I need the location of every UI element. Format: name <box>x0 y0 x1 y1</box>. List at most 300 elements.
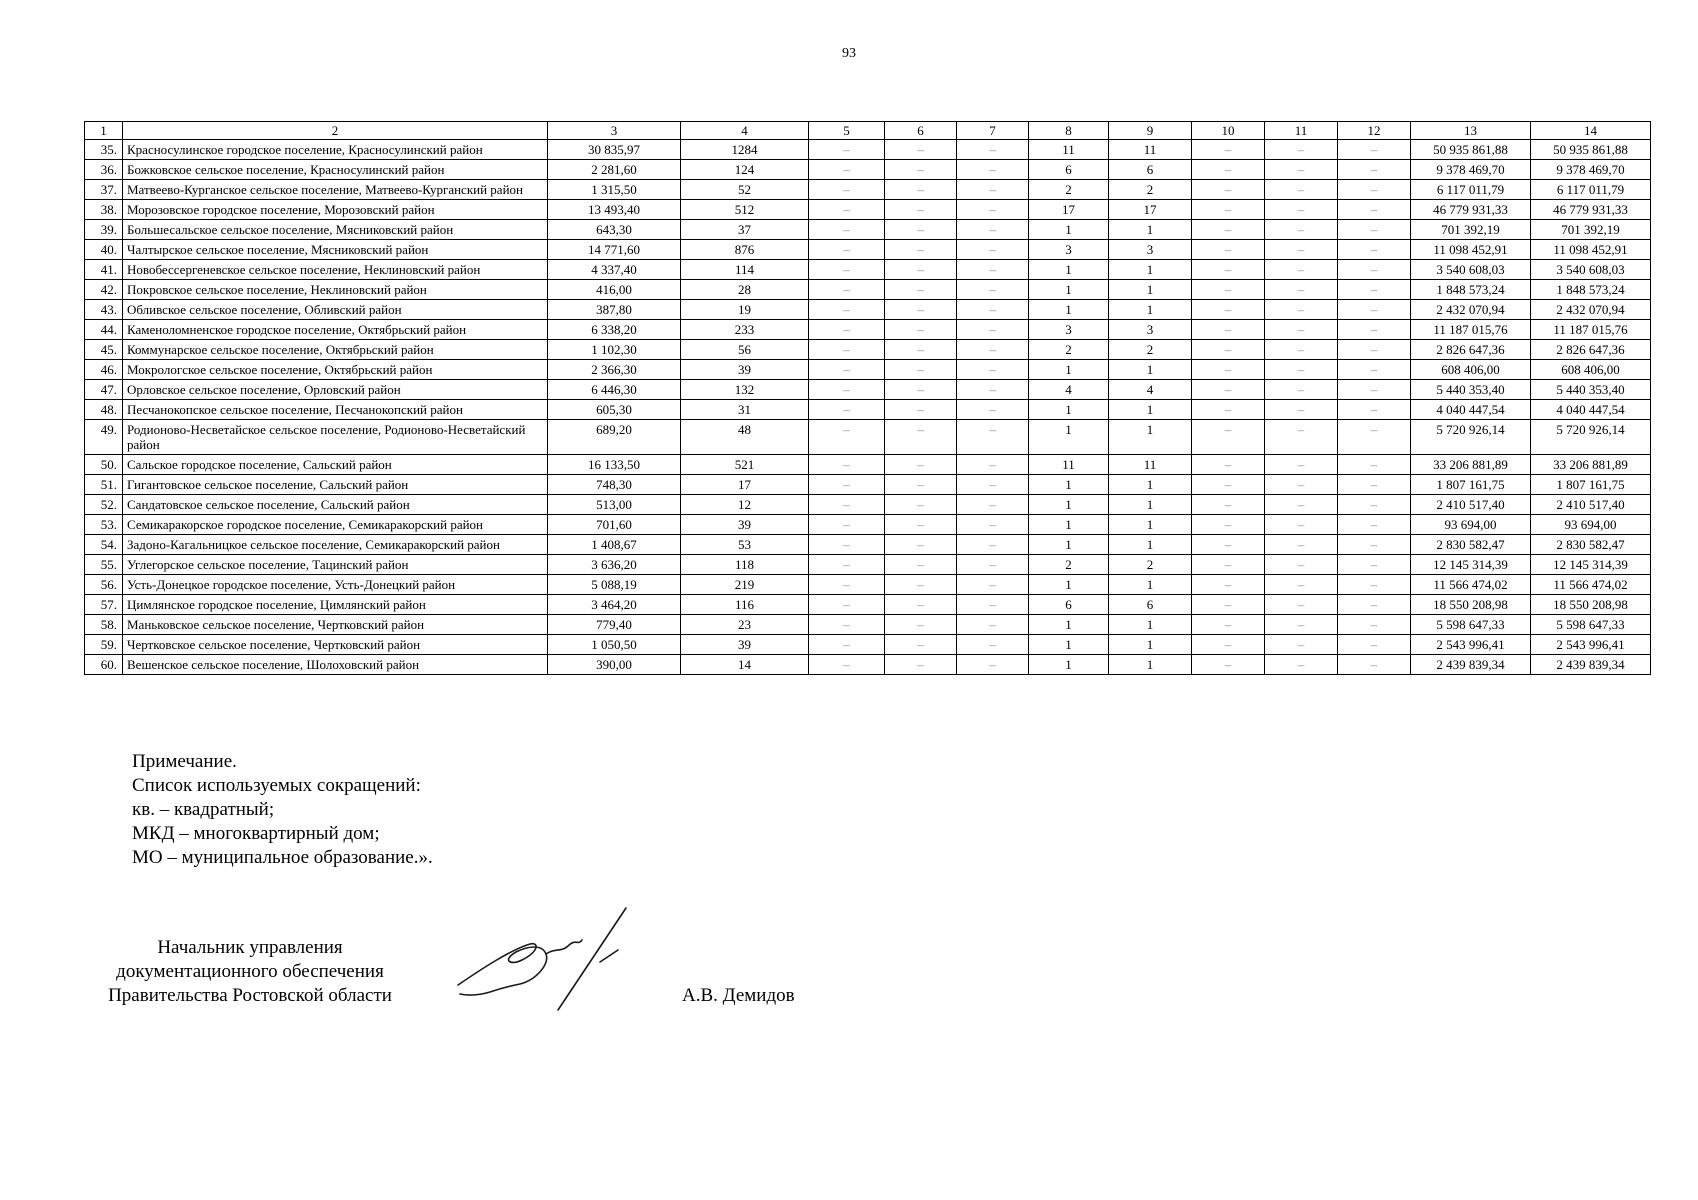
value-cell: 2 <box>1029 555 1109 575</box>
value-cell: – <box>1338 615 1411 635</box>
value-cell: – <box>1338 300 1411 320</box>
value-cell: – <box>957 140 1029 160</box>
row-number-cell: 44. <box>85 320 123 340</box>
value-cell: 701 392,19 <box>1531 220 1651 240</box>
value-cell: 1 050,50 <box>548 635 681 655</box>
value-cell: – <box>1338 220 1411 240</box>
value-cell: – <box>1338 360 1411 380</box>
column-number-header: 6 <box>885 122 957 140</box>
value-cell: – <box>809 400 885 420</box>
value-cell: – <box>957 615 1029 635</box>
value-cell: – <box>957 515 1029 535</box>
value-cell: 2 439 839,34 <box>1531 655 1651 675</box>
value-cell: – <box>1338 575 1411 595</box>
value-cell: – <box>809 340 885 360</box>
table-row <box>85 475 1651 495</box>
value-cell: 1 <box>1029 400 1109 420</box>
settlement-name-cell: Сандатовское сельское поселение, Сальский район <box>123 495 548 515</box>
settlement-name-cell: Коммунарское сельское поселение, Октябрьский район <box>123 340 548 360</box>
value-cell: 5 440 353,40 <box>1411 380 1531 400</box>
value-cell: 1 <box>1109 575 1192 595</box>
value-cell: 9 378 469,70 <box>1411 160 1531 180</box>
column-number-header: 10 <box>1192 122 1265 140</box>
value-cell: 1 <box>1029 280 1109 300</box>
value-cell: – <box>957 380 1029 400</box>
table-row <box>85 635 1651 655</box>
column-number-header: 14 <box>1531 122 1651 140</box>
value-cell: 2 <box>1109 340 1192 360</box>
value-cell: – <box>885 380 957 400</box>
value-cell: 1 848 573,24 <box>1531 280 1651 300</box>
settlement-name-cell: Песчанокопское сельское поселение, Песчанокопский район <box>123 400 548 420</box>
value-cell: – <box>885 340 957 360</box>
value-cell: – <box>1265 220 1338 240</box>
value-cell: 2 543 996,41 <box>1531 635 1651 655</box>
value-cell: 2 <box>1109 180 1192 200</box>
value-cell: – <box>885 220 957 240</box>
value-cell: – <box>957 595 1029 615</box>
value-cell: – <box>809 535 885 555</box>
row-number-cell: 57. <box>85 595 123 615</box>
value-cell: 11 <box>1029 455 1109 475</box>
value-cell: – <box>885 555 957 575</box>
value-cell: 33 206 881,89 <box>1411 455 1531 475</box>
value-cell: 3 540 608,03 <box>1531 260 1651 280</box>
row-number-cell: 45. <box>85 340 123 360</box>
value-cell: 2 <box>1029 180 1109 200</box>
value-cell: 23 <box>681 615 809 635</box>
table-row <box>85 595 1651 615</box>
value-cell: 4 040 447,54 <box>1531 400 1651 420</box>
value-cell: – <box>809 575 885 595</box>
value-cell: 4 <box>1029 380 1109 400</box>
value-cell: – <box>1265 515 1338 535</box>
value-cell: 1 <box>1029 575 1109 595</box>
value-cell: – <box>885 655 957 675</box>
table-row <box>85 515 1651 535</box>
value-cell: 1 <box>1029 360 1109 380</box>
value-cell: 1 848 573,24 <box>1411 280 1531 300</box>
value-cell: – <box>1265 200 1338 220</box>
table-row <box>85 555 1651 575</box>
value-cell: – <box>1192 360 1265 380</box>
settlement-name-cell: Чалтырское сельское поселение, Мясниковский район <box>123 240 548 260</box>
value-cell: – <box>1265 555 1338 575</box>
value-cell: – <box>957 260 1029 280</box>
value-cell: – <box>885 575 957 595</box>
value-cell: – <box>1265 475 1338 495</box>
value-cell: 1 <box>1029 535 1109 555</box>
value-cell: – <box>1338 200 1411 220</box>
value-cell: – <box>1338 320 1411 340</box>
value-cell: – <box>957 360 1029 380</box>
value-cell: 11 187 015,76 <box>1531 320 1651 340</box>
value-cell: 219 <box>681 575 809 595</box>
value-cell: 12 <box>681 495 809 515</box>
value-cell: 1 807 161,75 <box>1531 475 1651 495</box>
value-cell: 1 315,50 <box>548 180 681 200</box>
value-cell: 387,80 <box>548 300 681 320</box>
value-cell: – <box>1192 320 1265 340</box>
value-cell: 6 <box>1029 160 1109 180</box>
value-cell: – <box>885 320 957 340</box>
value-cell: 1 <box>1109 535 1192 555</box>
value-cell: – <box>1192 635 1265 655</box>
value-cell: 6 117 011,79 <box>1531 180 1651 200</box>
value-cell: – <box>1338 400 1411 420</box>
value-cell: 2 826 647,36 <box>1531 340 1651 360</box>
value-cell: – <box>885 615 957 635</box>
value-cell: – <box>885 400 957 420</box>
value-cell: – <box>1265 140 1338 160</box>
value-cell: 46 779 931,33 <box>1531 200 1651 220</box>
value-cell: – <box>1338 240 1411 260</box>
value-cell: 1 102,30 <box>548 340 681 360</box>
value-cell: – <box>957 555 1029 575</box>
settlement-name-cell: Каменоломненское городское поселение, Октябрьский район <box>123 320 548 340</box>
value-cell: – <box>1265 380 1338 400</box>
settlement-name-cell: Морозовское городское поселение, Морозовский район <box>123 200 548 220</box>
value-cell: – <box>1192 495 1265 515</box>
settlement-name-cell: Гигантовское сельское поселение, Сальский район <box>123 475 548 495</box>
value-cell: 2 <box>1109 555 1192 575</box>
row-number-cell: 39. <box>85 220 123 240</box>
value-cell: – <box>885 200 957 220</box>
column-number-header: 3 <box>548 122 681 140</box>
value-cell: 2 432 070,94 <box>1411 300 1531 320</box>
settlement-name-cell: Цимлянское городское поселение, Цимлянский район <box>123 595 548 615</box>
value-cell: 689,20 <box>548 420 681 455</box>
note-line: МО – муниципальное образование.». <box>132 847 433 868</box>
value-cell: 118 <box>681 555 809 575</box>
value-cell: 6 <box>1029 595 1109 615</box>
value-cell: – <box>1192 140 1265 160</box>
value-cell: 5 440 353,40 <box>1531 380 1651 400</box>
value-cell: 11 098 452,91 <box>1531 240 1651 260</box>
value-cell: 1 <box>1109 655 1192 675</box>
value-cell: 1284 <box>681 140 809 160</box>
column-number-header: 11 <box>1265 122 1338 140</box>
value-cell: 4 <box>1109 380 1192 400</box>
value-cell: – <box>1192 595 1265 615</box>
value-cell: 1 <box>1029 495 1109 515</box>
row-number-cell: 35. <box>85 140 123 160</box>
value-cell: – <box>809 180 885 200</box>
value-cell: – <box>809 635 885 655</box>
value-cell: 39 <box>681 360 809 380</box>
value-cell: 11 566 474,02 <box>1411 575 1531 595</box>
column-number-header: 12 <box>1338 122 1411 140</box>
settlement-name-cell: Мокрологское сельское поселение, Октябрьский район <box>123 360 548 380</box>
value-cell: 1 408,67 <box>548 535 681 555</box>
value-cell: – <box>809 240 885 260</box>
row-number-cell: 40. <box>85 240 123 260</box>
value-cell: 17 <box>1109 200 1192 220</box>
value-cell: – <box>809 260 885 280</box>
value-cell: – <box>885 160 957 180</box>
value-cell: 1 <box>1109 220 1192 240</box>
settlement-name-cell: Семикаракорское городское поселение, Семикаракорский район <box>123 515 548 535</box>
note-line: кв. – квадратный; <box>132 799 275 820</box>
settlement-name-cell: Чертковское сельское поселение, Чертковский район <box>123 635 548 655</box>
value-cell: – <box>885 475 957 495</box>
value-cell: 605,30 <box>548 400 681 420</box>
value-cell: 6 <box>1109 160 1192 180</box>
value-cell: 6 446,30 <box>548 380 681 400</box>
row-number-cell: 41. <box>85 260 123 280</box>
value-cell: – <box>957 475 1029 495</box>
value-cell: 1 <box>1029 475 1109 495</box>
value-cell: – <box>809 220 885 240</box>
value-cell: 521 <box>681 455 809 475</box>
value-cell: 39 <box>681 515 809 535</box>
value-cell: 2 410 517,40 <box>1411 495 1531 515</box>
value-cell: – <box>1338 495 1411 515</box>
value-cell: 17 <box>681 475 809 495</box>
row-number-cell: 46. <box>85 360 123 380</box>
row-number-cell: 38. <box>85 200 123 220</box>
value-cell: – <box>809 655 885 675</box>
value-cell: 18 550 208,98 <box>1411 595 1531 615</box>
value-cell: – <box>1265 400 1338 420</box>
value-cell: 12 145 314,39 <box>1531 555 1651 575</box>
table-row <box>85 300 1651 320</box>
value-cell: – <box>1338 280 1411 300</box>
value-cell: – <box>885 240 957 260</box>
row-number-cell: 56. <box>85 575 123 595</box>
value-cell: 1 <box>1029 300 1109 320</box>
value-cell: 1 <box>1109 400 1192 420</box>
value-cell: – <box>1265 615 1338 635</box>
handwritten-signature <box>450 900 670 1012</box>
value-cell: 3 464,20 <box>548 595 681 615</box>
value-cell: 50 935 861,88 <box>1531 140 1651 160</box>
value-cell: 2 432 070,94 <box>1531 300 1651 320</box>
value-cell: 1 <box>1029 615 1109 635</box>
value-cell: – <box>809 555 885 575</box>
value-cell: – <box>1265 280 1338 300</box>
table-row <box>85 260 1651 280</box>
value-cell: – <box>1338 635 1411 655</box>
value-cell: – <box>1338 655 1411 675</box>
value-cell: 11 098 452,91 <box>1411 240 1531 260</box>
value-cell: 37 <box>681 220 809 240</box>
value-cell: – <box>1192 455 1265 475</box>
row-number-cell: 60. <box>85 655 123 675</box>
value-cell: – <box>809 360 885 380</box>
table-row <box>85 400 1651 420</box>
value-cell: – <box>957 420 1029 455</box>
row-number-cell: 43. <box>85 300 123 320</box>
value-cell: 13 493,40 <box>548 200 681 220</box>
value-cell: 1 <box>1109 280 1192 300</box>
table-row <box>85 340 1651 360</box>
row-number-cell: 59. <box>85 635 123 655</box>
value-cell: 5 598 647,33 <box>1531 615 1651 635</box>
value-cell: – <box>1265 655 1338 675</box>
value-cell: 46 779 931,33 <box>1411 200 1531 220</box>
value-cell: 132 <box>681 380 809 400</box>
value-cell: 11 <box>1029 140 1109 160</box>
signer-name: А.В. Демидов <box>682 985 795 1006</box>
value-cell: 1 <box>1029 420 1109 455</box>
value-cell: – <box>957 180 1029 200</box>
value-cell: 233 <box>681 320 809 340</box>
value-cell: 2 830 582,47 <box>1531 535 1651 555</box>
value-cell: – <box>885 635 957 655</box>
value-cell: – <box>1192 555 1265 575</box>
settlement-name-cell: Родионово-Несветайское сельское поселение, Родионово-Несветайский район <box>123 420 548 455</box>
value-cell: 116 <box>681 595 809 615</box>
value-cell: – <box>1192 180 1265 200</box>
settlement-name-cell: Орловское сельское поселение, Орловский район <box>123 380 548 400</box>
value-cell: 1 <box>1029 260 1109 280</box>
value-cell: 1 <box>1029 655 1109 675</box>
value-cell: – <box>885 595 957 615</box>
value-cell: 31 <box>681 400 809 420</box>
position-line: Начальник управления <box>157 937 343 958</box>
value-cell: 2 281,60 <box>548 160 681 180</box>
value-cell: – <box>1265 635 1338 655</box>
value-cell: – <box>1192 655 1265 675</box>
value-cell: 1 <box>1029 220 1109 240</box>
value-cell: – <box>809 515 885 535</box>
row-number-cell: 47. <box>85 380 123 400</box>
value-cell: – <box>957 300 1029 320</box>
value-cell: 1 <box>1029 635 1109 655</box>
value-cell: 2 410 517,40 <box>1531 495 1651 515</box>
row-number-cell: 58. <box>85 615 123 635</box>
value-cell: 1 <box>1109 635 1192 655</box>
value-cell: 3 <box>1109 240 1192 260</box>
value-cell: 701,60 <box>548 515 681 535</box>
value-cell: – <box>1338 420 1411 455</box>
settlement-name-cell: Обливское сельское поселение, Обливский район <box>123 300 548 320</box>
value-cell: 3 <box>1109 320 1192 340</box>
value-cell: 30 835,97 <box>548 140 681 160</box>
value-cell: – <box>885 360 957 380</box>
table-row <box>85 220 1651 240</box>
value-cell: – <box>957 340 1029 360</box>
value-cell: 39 <box>681 635 809 655</box>
value-cell: – <box>1192 400 1265 420</box>
value-cell: – <box>1338 140 1411 160</box>
value-cell: – <box>809 320 885 340</box>
row-number-cell: 53. <box>85 515 123 535</box>
value-cell: 18 550 208,98 <box>1531 595 1651 615</box>
value-cell: – <box>1338 515 1411 535</box>
value-cell: – <box>1338 340 1411 360</box>
value-cell: – <box>1192 515 1265 535</box>
value-cell: – <box>809 280 885 300</box>
value-cell: – <box>1265 360 1338 380</box>
position-line: документационного обеспечения <box>116 961 384 982</box>
value-cell: – <box>809 200 885 220</box>
value-cell: 9 378 469,70 <box>1531 160 1651 180</box>
value-cell: 5 720 926,14 <box>1531 420 1651 455</box>
value-cell: – <box>1338 260 1411 280</box>
value-cell: – <box>957 655 1029 675</box>
value-cell: – <box>1192 535 1265 555</box>
value-cell: – <box>1338 555 1411 575</box>
value-cell: 4 337,40 <box>548 260 681 280</box>
column-number-header: 4 <box>681 122 809 140</box>
value-cell: – <box>957 240 1029 260</box>
settlement-name-cell: Вешенское сельское поселение, Шолоховский район <box>123 655 548 675</box>
table-row <box>85 280 1651 300</box>
row-number-cell: 50. <box>85 455 123 475</box>
value-cell: – <box>957 160 1029 180</box>
value-cell: – <box>1265 495 1338 515</box>
data-table <box>84 121 1651 675</box>
value-cell: – <box>1192 260 1265 280</box>
value-cell: – <box>885 140 957 160</box>
value-cell: – <box>957 320 1029 340</box>
value-cell: – <box>1192 280 1265 300</box>
table-row <box>85 160 1651 180</box>
value-cell: 608 406,00 <box>1411 360 1531 380</box>
value-cell: 2 543 996,41 <box>1411 635 1531 655</box>
row-number-cell: 37. <box>85 180 123 200</box>
value-cell: – <box>1265 340 1338 360</box>
value-cell: – <box>809 455 885 475</box>
value-cell: 48 <box>681 420 809 455</box>
value-cell: 1 <box>1109 615 1192 635</box>
value-cell: 114 <box>681 260 809 280</box>
settlement-name-cell: Матвеево-Курганское сельское поселение, Матвеево-Курганский район <box>123 180 548 200</box>
value-cell: – <box>885 280 957 300</box>
row-number-cell: 54. <box>85 535 123 555</box>
value-cell: – <box>957 635 1029 655</box>
column-number-header: 5 <box>809 122 885 140</box>
value-cell: – <box>1192 340 1265 360</box>
value-cell: – <box>1265 260 1338 280</box>
value-cell: 1 <box>1109 475 1192 495</box>
value-cell: – <box>1338 160 1411 180</box>
table-row <box>85 575 1651 595</box>
value-cell: – <box>1192 160 1265 180</box>
value-cell: 1 <box>1109 420 1192 455</box>
notes-block <box>132 750 433 870</box>
value-cell: – <box>1265 320 1338 340</box>
value-cell: 1 807 161,75 <box>1411 475 1531 495</box>
value-cell: – <box>885 535 957 555</box>
row-number-cell: 52. <box>85 495 123 515</box>
note-line: МКД – многоквартирный дом; <box>132 823 380 844</box>
value-cell: 19 <box>681 300 809 320</box>
value-cell: 56 <box>681 340 809 360</box>
row-number-cell: 48. <box>85 400 123 420</box>
value-cell: – <box>809 380 885 400</box>
value-cell: 6 117 011,79 <box>1411 180 1531 200</box>
value-cell: 53 <box>681 535 809 555</box>
value-cell: – <box>957 575 1029 595</box>
value-cell: 6 338,20 <box>548 320 681 340</box>
value-cell: 643,30 <box>548 220 681 240</box>
value-cell: – <box>957 400 1029 420</box>
value-cell: – <box>809 160 885 180</box>
value-cell: 12 145 314,39 <box>1411 555 1531 575</box>
value-cell: – <box>885 260 957 280</box>
column-number-header: 13 <box>1411 122 1531 140</box>
table-row <box>85 180 1651 200</box>
value-cell: 33 206 881,89 <box>1531 455 1651 475</box>
value-cell: – <box>957 535 1029 555</box>
value-cell: 3 <box>1029 320 1109 340</box>
table-row <box>85 320 1651 340</box>
row-number-cell: 55. <box>85 555 123 575</box>
value-cell: 50 935 861,88 <box>1411 140 1531 160</box>
